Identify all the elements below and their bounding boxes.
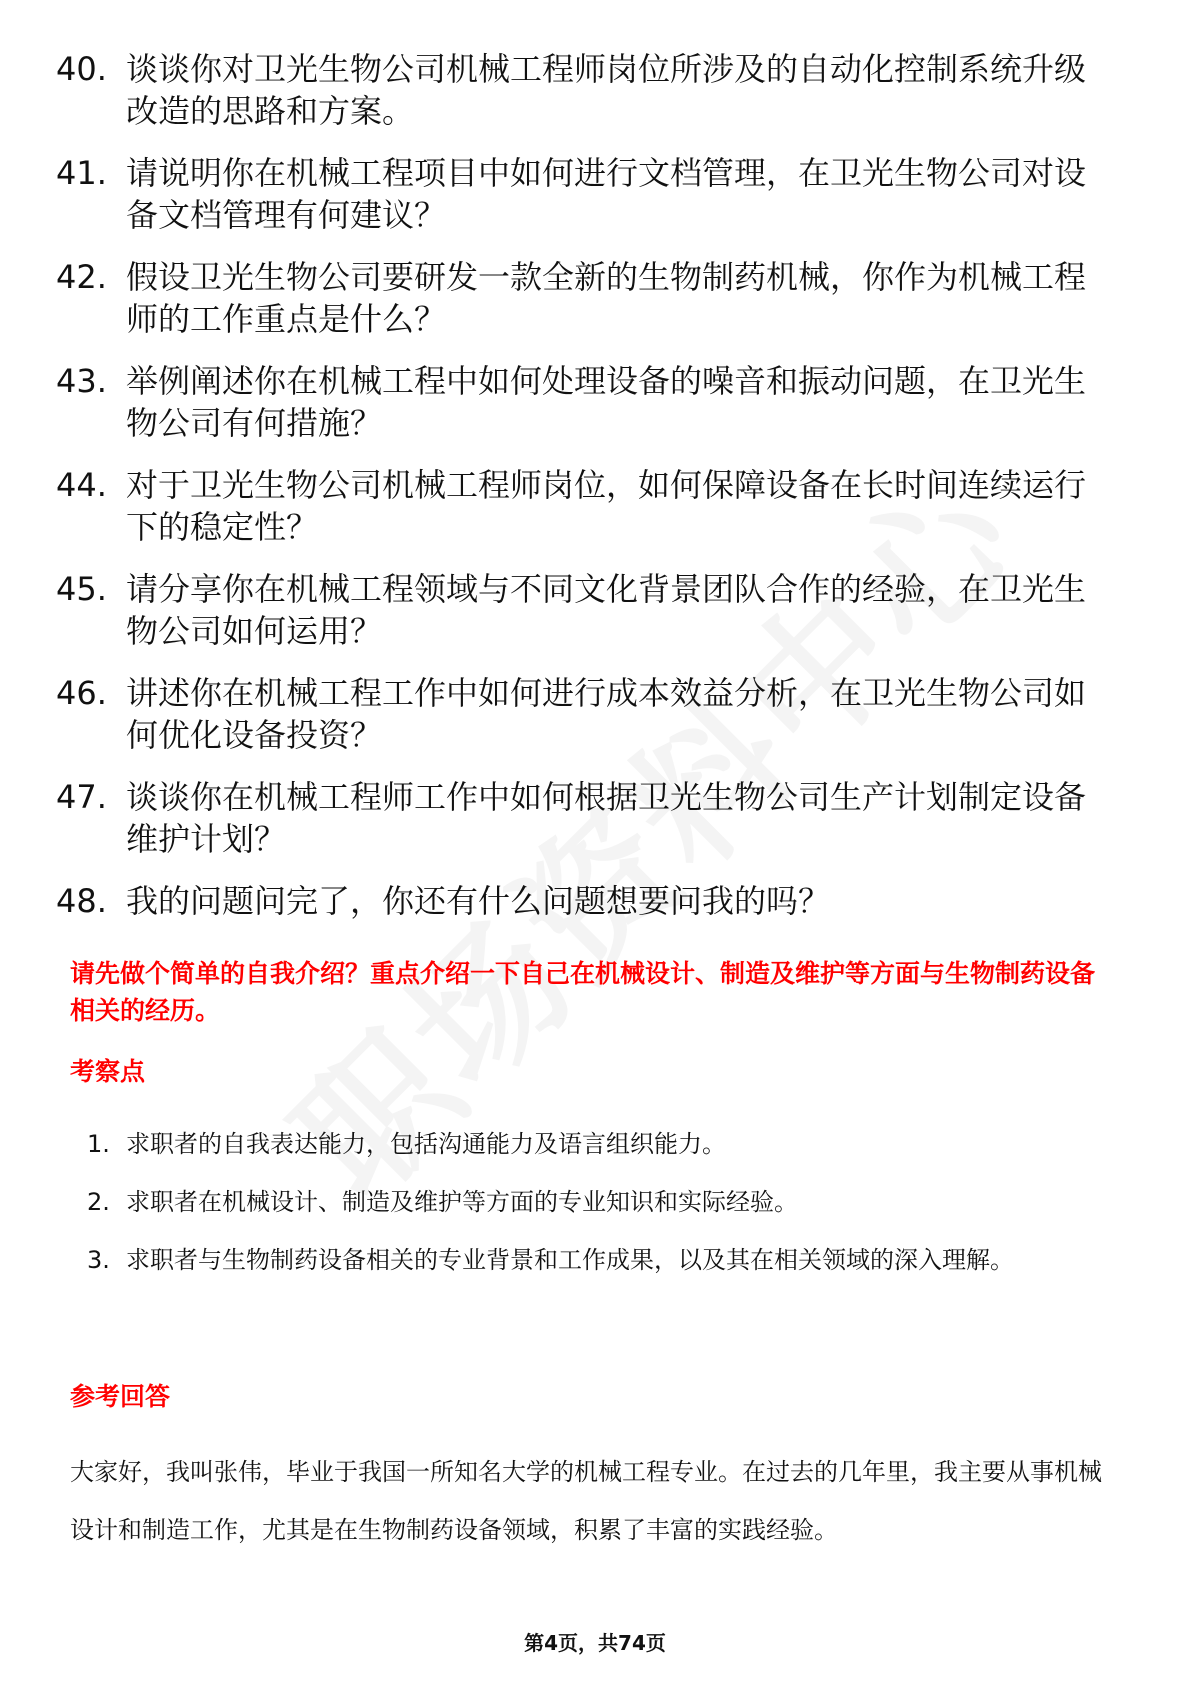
list-item	[70, 1115, 1115, 1173]
question-number: 43.	[56, 362, 107, 400]
question-number: 47.	[56, 778, 107, 816]
list-item	[56, 464, 1116, 548]
question-number: 40.	[56, 50, 107, 88]
question-text: 请分享你在机械工程领域与不同文化背景团队合作的经验，在卫光生物公司如何运用？	[126, 570, 1087, 650]
exam-points-title: 考察点	[70, 1057, 146, 1086]
point-number: 1.	[87, 1130, 110, 1158]
question-number: 41.	[56, 154, 107, 192]
question-text: 我的问题问完了，你还有什么问题想要问我的吗？	[126, 882, 831, 920]
reference-answer-text: 大家好，我叫张伟，毕业于我国一所知名大学的机械工程专业。在过去的几年里，我主要从事机械设计和制造工作，尤其是在生物制药设备领域，积累了丰富的实践经验。	[70, 1458, 1102, 1544]
question-text: 谈谈你在机械工程师工作中如何根据卫光生物公司生产计划制定设备维护计划？	[126, 778, 1087, 858]
question-text: 对于卫光生物公司机械工程师岗位，如何保障设备在长时间连续运行下的稳定性？	[126, 466, 1087, 546]
question-text: 请说明你在机械工程项目中如何进行文档管理，在卫光生物公司对设备文档管理有何建议？	[126, 154, 1087, 234]
point-text: 求职者与生物制药设备相关的专业背景和工作成果，以及其在相关领域的深入理解。	[126, 1246, 1014, 1274]
list-item	[56, 880, 1116, 922]
list-item	[56, 48, 1116, 132]
question-text: 举例阐述你在机械工程中如何处理设备的噪音和振动问题，在卫光生物公司有何措施？	[126, 362, 1087, 442]
list-item	[56, 360, 1116, 444]
question-number: 44.	[56, 466, 107, 504]
point-text: 求职者在机械设计、制造及维护等方面的专业知识和实际经验。	[126, 1188, 798, 1216]
list-item	[56, 256, 1116, 340]
point-number: 3.	[87, 1246, 110, 1274]
page-number: 第4页，共74页	[524, 1631, 666, 1655]
list-item	[56, 672, 1116, 756]
question-text: 谈谈你对卫光生物公司机械工程师岗位所涉及的自动化控制系统升级改造的思路和方案。	[126, 50, 1087, 130]
list-item	[56, 568, 1116, 652]
point-text: 求职者的自我表达能力，包括沟通能力及语言组织能力。	[126, 1130, 726, 1158]
list-item	[56, 152, 1116, 236]
question-number: 42.	[56, 258, 107, 296]
list-item	[56, 776, 1116, 860]
exam-points-list	[70, 1115, 1115, 1289]
question-text: 讲述你在机械工程工作中如何进行成本效益分析，在卫光生物公司如何优化设备投资？	[126, 674, 1087, 754]
list-item	[70, 1173, 1115, 1231]
question-list	[56, 48, 1116, 942]
question-number: 46.	[56, 674, 107, 712]
list-item	[70, 1231, 1115, 1289]
question-number: 48.	[56, 882, 107, 920]
point-number: 2.	[87, 1188, 110, 1216]
question-text: 假设卫光生物公司要研发一款全新的生物制药机械，你作为机械工程师的工作重点是什么？	[126, 258, 1087, 338]
main-question-heading: 请先做个简单的自我介绍？重点介绍一下自己在机械设计、制造及维护等方面与生物制药设备相关的经历。	[70, 959, 1096, 1025]
reference-answer-title: 参考回答	[70, 1382, 171, 1411]
question-number: 45.	[56, 570, 107, 608]
